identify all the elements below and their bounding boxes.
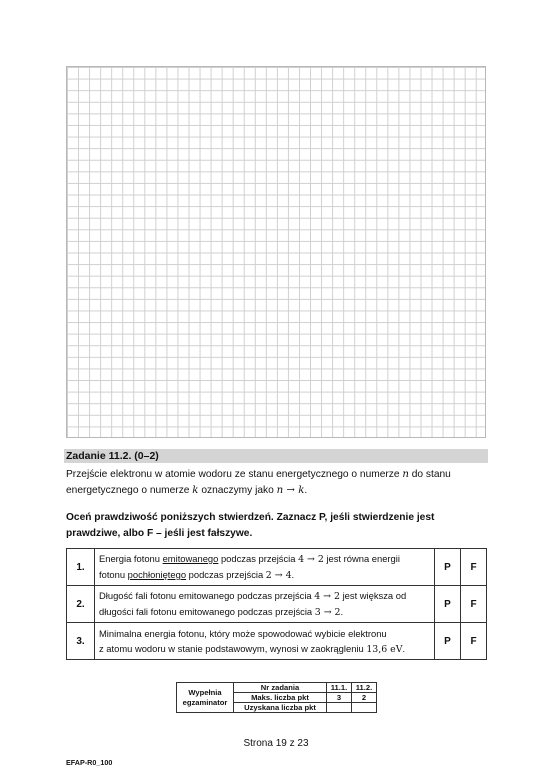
grader-max-2: 2 bbox=[352, 693, 377, 703]
answer-p-3[interactable]: P bbox=[435, 623, 461, 660]
grader-row-max-points: Maks. liczba pkt bbox=[234, 693, 327, 703]
grader-max-1: 3 bbox=[327, 693, 352, 703]
grader-row-obtained-points: Uzyskana liczba pkt bbox=[234, 703, 327, 713]
grader-row-task-number: Nr zadania bbox=[234, 683, 327, 693]
page-number: Strona 19 z 23 bbox=[243, 738, 309, 749]
statement-row bbox=[67, 623, 487, 660]
answer-f-2[interactable]: F bbox=[461, 586, 487, 623]
statements-table bbox=[66, 548, 487, 660]
statement-text: Minimalna energia fotonu, który może spowodować wybicie elektronu z atomu wodoru w stanie podstawowym, wynosi w zaokrągleniu 13,6 eV. bbox=[95, 623, 435, 660]
statement-number: 3. bbox=[67, 623, 95, 660]
grader-obtained-2[interactable] bbox=[352, 703, 377, 713]
answer-f-3[interactable]: F bbox=[461, 623, 487, 660]
statement-text: Energia fotonu emitowanego podczas przejścia 4 → 2 jest równa energii fotonu pochłoniętego podczas przejścia 2 → 4. bbox=[95, 549, 435, 586]
task-header: Zadanie 11.2. (0–2) bbox=[64, 449, 488, 463]
answer-p-1[interactable]: P bbox=[435, 549, 461, 586]
statement-number: 2. bbox=[67, 586, 95, 623]
grader-obtained-1[interactable] bbox=[327, 703, 352, 713]
statement-row bbox=[67, 549, 487, 586]
statement-text: Długość fali fotonu emitowanego podczas przejścia 4 → 2 jest większa od długości fali fotonu emitowanego podczas przejścia 3 → 2. bbox=[95, 586, 435, 623]
grader-table bbox=[176, 682, 377, 713]
task-intro: Przejście elektronu w atomie wodoru ze stanu energetycznego o numerze n do stanu energetycznego o numerze k oznaczymy jako n → k. bbox=[66, 469, 451, 496]
grader-label: Wypełnia egzaminator bbox=[177, 683, 234, 713]
answer-p-2[interactable]: P bbox=[435, 586, 461, 623]
grader-task-2: 11.2. bbox=[352, 683, 377, 693]
exam-code: EFAP-R0_100 bbox=[66, 758, 113, 767]
statement-row bbox=[67, 586, 487, 623]
answer-grid[interactable] bbox=[66, 66, 486, 438]
task-instruction: Oceń prawdziwość poniższych stwierdzeń. Zaznacz P, jeśli stwierdzenie jest prawdziwe, albo F – jeśli jest fałszywe. bbox=[66, 512, 435, 539]
answer-f-1[interactable]: F bbox=[461, 549, 487, 586]
grader-task-1: 11.1. bbox=[327, 683, 352, 693]
statement-number: 1. bbox=[67, 549, 95, 586]
